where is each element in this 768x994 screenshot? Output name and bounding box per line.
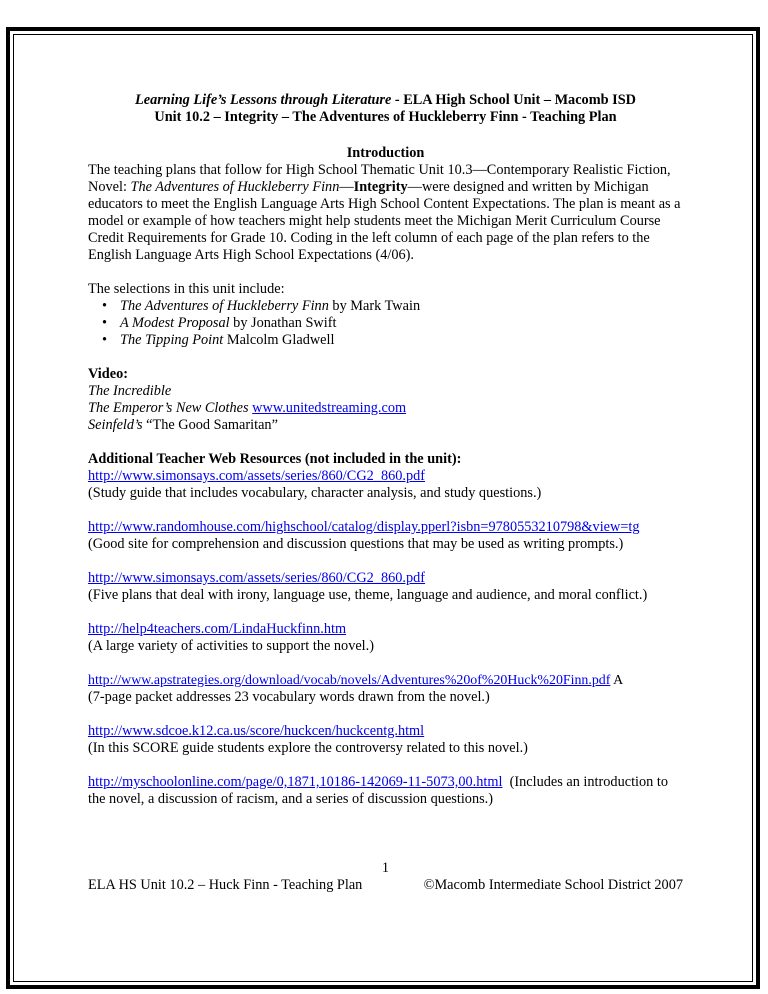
page-footer [88,860,683,894]
video-title-2: The Emperor’s New Clothes [88,400,249,416]
resource-item [88,570,683,604]
resource-link[interactable]: http://help4teachers.com/LindaHuckfinn.htm [88,621,347,637]
document-header [88,92,683,126]
resource-item-continued [88,689,683,706]
footer-left: ELA HS Unit 10.2 – Huck Finn - Teaching Plan [88,877,363,893]
resource-item [88,723,683,757]
resource-item [88,519,683,553]
list-item [108,298,683,315]
resource-description: (Good site for comprehension and discussion questions that may be used as writing prompts.) [88,536,624,552]
resource-description: (A large variety of activities to support the novel.) [88,638,374,654]
resource-description: A [610,673,624,688]
resource-item [88,621,683,655]
intro-novel-title: The Adventures of Huckleberry Finn [130,179,340,195]
intro-paragraph [88,162,683,264]
unit-series-subtitle: - ELA High School Unit – Macomb ISD [391,92,636,108]
selection-author: by Jonathan Swift [229,315,337,331]
video-title-1: The Incredible [88,383,172,399]
unit-series-title: Learning Life’s Lessons through Literature [135,92,392,108]
intro-heading: Introduction [346,145,425,161]
resource-item [88,468,683,502]
resource-link[interactable]: http://www.randomhouse.com/highschool/catalog/display.pperl?isbn=9780553210798&view=tg [88,519,640,535]
resource-description: (7-page packet addresses 23 vocabulary words drawn from the novel.) [88,689,490,705]
video-heading [88,366,683,383]
video-heading-text: Video: [88,366,128,382]
selection-author: Malcolm Gladwell [223,332,335,348]
resource-description: (In this SCORE guide students explore the controversy related to this novel.) [88,740,528,756]
resource-item [88,672,683,689]
footer-right: ©Macomb Intermediate School District 2007 [423,877,683,893]
resource-description: (Study guide that includes vocabulary, character analysis, and study questions.) [88,485,542,501]
selection-author: by Mark Twain [328,298,421,314]
selection-title: A Modest Proposal [120,315,230,331]
selections-lead: The selections in this unit include: [88,281,285,297]
footer-row [88,877,683,894]
video-line-1 [88,383,683,400]
unitedstreaming-link[interactable]: www.unitedstreaming.com [252,400,407,416]
list-item [108,332,683,349]
intro-theme: Integrity [353,179,408,195]
video-line-2 [88,400,683,417]
resource-link[interactable]: http://www.sdcoe.k12.ca.us/score/huckcen/huckcentg.html [88,723,425,739]
resource-description: (Includes an introduction to the novel, a discussion of racism, and a series of discussion questions.) [88,774,672,807]
document-page [88,92,683,808]
resources-heading-text: Additional Teacher Web Resources (not included in the unit): [88,451,462,467]
selection-title: The Tipping Point [120,332,224,348]
resource-link[interactable]: http://www.simonsays.com/assets/series/860/CG2_860.pdf [88,468,426,484]
intro-text-2: —were designed and written by Michigan educators to meet the English Language Arts High School Content Expectations. The plan is meant as a model or example of how teachers might help students meet the Michigan Merit Curriculum Course Credit Requirements for Grade 10. Coding in the left column of each page of the plan refers to the English Language Arts High School Expectations (4/06). [88,179,681,263]
resource-description: (Five plans that deal with irony, language use, theme, language and audience, and moral conflict.) [88,587,648,603]
page-number: 1 [381,860,390,876]
header-line-1 [88,92,683,109]
resource-link[interactable]: http://www.apstrategies.org/download/vocab/novels/Adventures%20of%20Huck%20Finn.pdf [88,673,611,688]
selections-list [88,298,683,349]
resources-heading [88,451,683,468]
intro-dash-1: — [339,179,354,195]
video-line-3 [88,417,683,434]
resource-link[interactable]: http://www.simonsays.com/assets/series/860/CG2_860.pdf [88,570,426,586]
selection-title: The Adventures of Huckleberry Finn [120,298,329,314]
intro-text-1: The teaching plans that follow for High School Thematic Unit 10.3—Contemporary Realistic Fiction, Novel: [88,162,671,195]
header-line-2: Unit 10.2 – Integrity – The Adventures of Huckleberry Finn - Teaching Plan [154,109,617,125]
resource-item [88,774,683,808]
resource-link[interactable]: http://myschoolonline.com/page/0,1871,10186-142069-11-5073,00.html [88,774,503,790]
list-item [108,315,683,332]
video-episode: “The Good Samaritan” [142,417,278,433]
video-title-3: Seinfeld’s [88,417,143,433]
